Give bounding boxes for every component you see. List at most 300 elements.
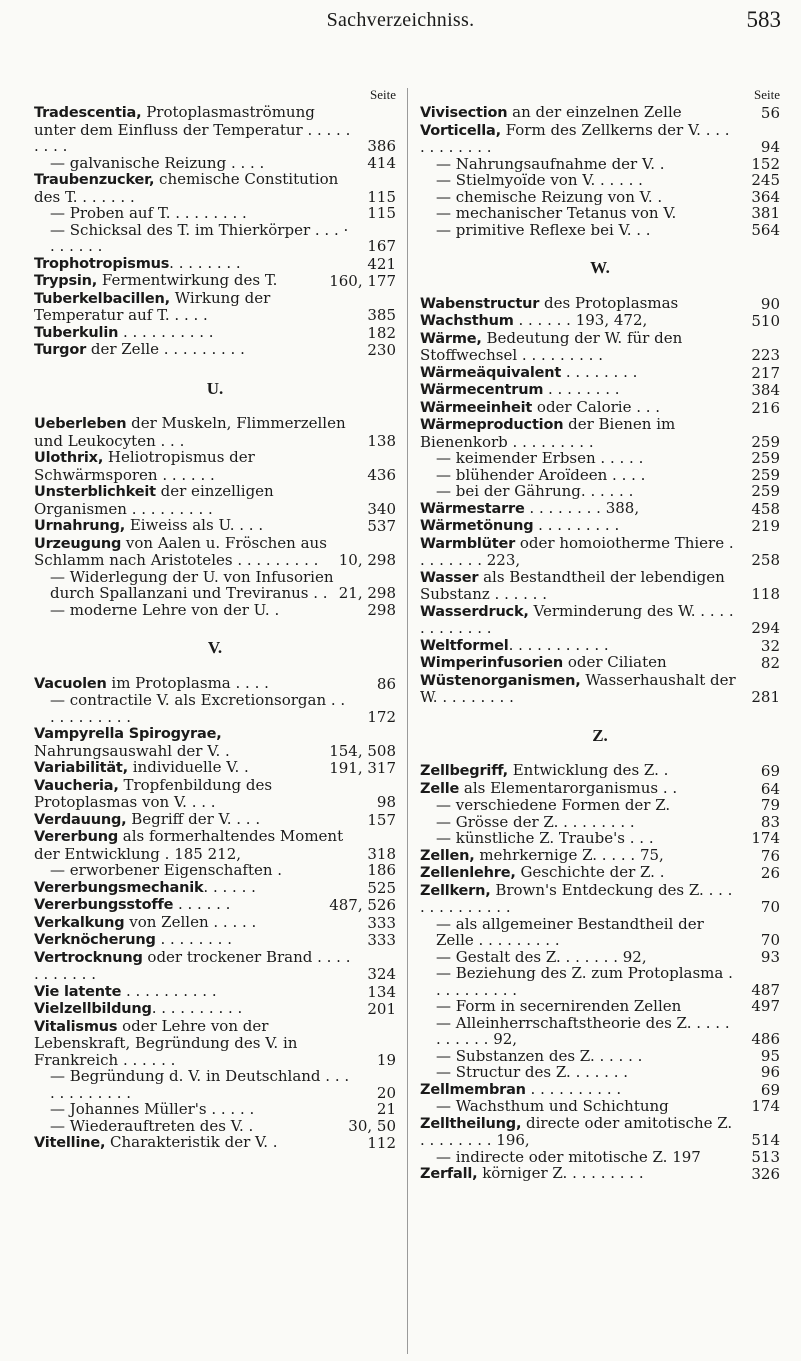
entry-text: — künstliche Z. Traube's . . . xyxy=(436,829,654,847)
entry-keyword: Warmblüter xyxy=(420,535,516,552)
entry-page-ref: 340 xyxy=(367,499,396,518)
index-subentry xyxy=(420,949,780,966)
entry-page-ref: 93 xyxy=(760,947,780,966)
entry-text: mehrkernige Z. . . . . 75, xyxy=(474,845,664,864)
entry-text: — erworbener Eigenschaften . xyxy=(50,861,283,879)
index-entry xyxy=(34,828,396,862)
entry-page-ref: 385 xyxy=(367,306,396,324)
entry-text: Brown's Entdeckung des Z. . . . . . . . . . . . . . xyxy=(420,880,733,916)
index-subentry xyxy=(34,155,396,172)
entry-page-ref: 333 xyxy=(367,931,396,949)
index-entry xyxy=(420,654,780,672)
index-entry xyxy=(420,1081,780,1099)
seite-label: Seite xyxy=(754,87,780,102)
index-subentry xyxy=(34,1118,396,1135)
entry-keyword: Vie latente xyxy=(34,983,122,1000)
entry-text: . . . . . . . . 388, xyxy=(524,498,640,517)
entry-text: — bei der Gährung. . . . . . xyxy=(436,482,634,500)
index-subentry xyxy=(420,916,780,949)
entry-text: oder homoiotherme Thiere . . . . . . . . 223, xyxy=(420,533,734,569)
entry-text: — keimender Erbsen . . . . . xyxy=(436,449,644,467)
index-entry xyxy=(34,104,396,155)
index-entry xyxy=(420,1165,780,1183)
entry-text: Begriff der V. . . . xyxy=(126,809,261,828)
entry-text: — primitive Reflexe bei V. . . xyxy=(436,220,651,239)
index-entry xyxy=(420,1115,780,1149)
entry-page-ref: 69 xyxy=(760,1080,780,1099)
entry-keyword: Vererbungsmechanik xyxy=(34,879,204,896)
entry-page-ref: 115 xyxy=(367,187,396,206)
entry-page-ref: 458 xyxy=(751,499,780,518)
entry-page-ref: 115 xyxy=(367,204,396,222)
entry-keyword: Tuberkulin xyxy=(34,324,119,341)
entry-keyword: Wachsthum xyxy=(420,313,514,329)
entry-text: — verschiedene Formen der Z. xyxy=(436,796,671,814)
index-subentry xyxy=(420,814,780,831)
entry-text: oder Calorie . . . xyxy=(532,397,661,416)
entry-page-ref: 513 xyxy=(751,1147,780,1166)
entry-keyword: Wärmecentrum xyxy=(420,382,544,398)
entry-page-ref: 259 xyxy=(751,465,780,484)
entry-page-ref: 510 xyxy=(751,312,780,330)
entry-keyword: Ulothrix, xyxy=(34,450,104,466)
entry-text: Charakteristik der V. . xyxy=(105,1133,278,1151)
index-column-left xyxy=(34,88,396,1152)
entry-keyword: Vererbung xyxy=(34,829,119,845)
index-entry xyxy=(34,483,396,517)
entry-page-ref: 486 xyxy=(751,1030,780,1048)
entry-text: des Protoplasmas xyxy=(539,293,679,312)
entry-text: — blühender Aroïdeen . . . . xyxy=(436,465,646,484)
entry-text: . . . . . . . . xyxy=(169,253,241,272)
entry-text: oder trockener Brand . . . . . . . . . . . xyxy=(34,947,351,983)
entry-page-ref: 152 xyxy=(751,154,780,173)
entry-text: Fermentwirkung des T. xyxy=(97,271,278,289)
entry-page-ref: 525 xyxy=(367,878,396,897)
entry-text: Tropfenbildung des Protoplasmas von V. . . . xyxy=(34,775,273,811)
index-entry xyxy=(420,882,780,916)
entry-page-ref: 191, 317 xyxy=(329,759,396,777)
entry-page-ref: 83 xyxy=(760,812,780,831)
index-subentry xyxy=(420,1149,780,1166)
entry-page-ref: 487, 526 xyxy=(329,896,396,914)
entry-text: . . . . . . . . . . xyxy=(525,1079,622,1098)
entry-page-ref: 259 xyxy=(751,482,780,500)
index-entry xyxy=(34,1018,396,1069)
entry-text: . . . . . . 193, 472, xyxy=(513,311,648,329)
entry-keyword: Wärme, xyxy=(420,330,482,347)
entry-keyword: Wasser xyxy=(420,569,479,586)
index-subentry xyxy=(34,862,396,879)
entry-page-ref: 21, 298 xyxy=(338,584,396,602)
entry-text: oder Ciliaten xyxy=(563,653,667,671)
index-subentry xyxy=(34,1068,396,1101)
entry-text: Entwicklung des Z. . xyxy=(507,761,669,779)
index-entry xyxy=(420,312,780,330)
entry-page-ref: 564 xyxy=(751,220,780,239)
entry-text: — Beziehung des Z. zum Protoplasma . . . . . . . . . . xyxy=(436,964,733,999)
entry-page-ref: 245 xyxy=(751,171,780,189)
entry-page-ref: 384 xyxy=(751,381,780,399)
entry-page-ref: 324 xyxy=(367,965,396,983)
entry-text: Heliotropismus der Schwärmsporen . . . . . . xyxy=(34,448,255,484)
entry-keyword: Zerfall, xyxy=(420,1166,478,1182)
entry-page-ref: 69 xyxy=(760,762,780,780)
index-entry xyxy=(420,847,780,865)
entry-keyword: Verdauung, xyxy=(34,811,127,828)
entry-page-ref: 259 xyxy=(751,449,780,467)
entry-page-ref: 167 xyxy=(367,237,396,255)
entry-text: — Wachsthum und Schichtung xyxy=(436,1097,669,1115)
index-entry xyxy=(34,171,396,205)
entry-text: — Grösse der Z. . . . . . . . . xyxy=(436,812,635,831)
index-entry xyxy=(34,777,396,811)
entry-keyword: Zellen, xyxy=(420,847,475,864)
entry-page-ref: 95 xyxy=(760,1046,780,1065)
entry-text: — Alleinherrschaftstheorie des Z. . . . . . . . . . . 92, xyxy=(436,1013,730,1048)
entry-text: Form des Zellkerns der V. . . . . . . . . . . . xyxy=(420,120,730,156)
entry-text: — contractile V. als Excretionsorgan . . . . . . . . . . . xyxy=(50,691,346,726)
entry-page-ref: 294 xyxy=(751,619,780,637)
entry-text: Wirkung der Temperatur auf T. . . . . xyxy=(34,288,271,324)
index-subentry xyxy=(34,1101,396,1118)
entry-text: . . . . . . xyxy=(173,895,231,913)
entry-keyword: Wüstenorganismen, xyxy=(420,672,581,689)
entry-text: . . . . . . . . xyxy=(561,362,638,381)
entry-text: der Bienen im Bienenkorb . . . . . . . . . xyxy=(420,415,676,451)
entry-keyword: Zellenlehre, xyxy=(420,865,516,881)
entry-text: als formerhaltendes Moment der Entwicklung . 185 212, xyxy=(34,827,344,863)
index-entry xyxy=(34,983,396,1001)
entry-page-ref: 172 xyxy=(367,707,396,726)
index-entry xyxy=(420,381,780,399)
entry-page-ref: 259 xyxy=(751,432,780,451)
entry-keyword: Vitalismus xyxy=(34,1018,118,1035)
entry-page-ref: 86 xyxy=(376,674,396,693)
entry-text: der Zelle . . . . . . . . . xyxy=(86,340,245,358)
entry-text: — galvanische Reizung . . . . xyxy=(50,153,265,172)
index-entry xyxy=(420,535,780,569)
entry-keyword: Urzeugung xyxy=(34,535,122,552)
entry-keyword: Urnahrung, xyxy=(34,518,126,534)
entry-keyword: Vaucheria, xyxy=(34,777,119,794)
index-entry xyxy=(420,603,780,637)
index-entry xyxy=(34,949,396,983)
entry-keyword: Vivisection xyxy=(420,105,508,121)
entry-text: . . . . . . . . . . . xyxy=(508,635,609,654)
index-subentry xyxy=(420,1048,780,1065)
entry-text: . . . . . . . . . . xyxy=(121,981,217,1000)
entry-keyword: Trypsin, xyxy=(34,273,98,289)
index-subentry xyxy=(420,1064,780,1081)
entry-text: — Nahrungsaufnahme der V. . xyxy=(436,154,665,173)
entry-text: — Form in secernirenden Zellen xyxy=(436,997,682,1015)
entry-text: . . . . . . . . xyxy=(543,380,620,398)
entry-page-ref: 537 xyxy=(367,517,396,535)
entry-keyword: Vacuolen xyxy=(34,675,107,692)
entry-page-ref: 160, 177 xyxy=(329,272,396,290)
entry-page-ref: 223 xyxy=(751,346,780,364)
entry-text: Verminderung des W. . . . . . . . . . . . . xyxy=(420,601,734,637)
entry-page-ref: 326 xyxy=(751,1165,780,1183)
index-entry xyxy=(34,896,396,914)
entry-text: an der einzelnen Zelle xyxy=(507,103,682,121)
index-entry xyxy=(420,104,780,122)
entry-page-ref: 10, 298 xyxy=(338,551,396,569)
index-entry xyxy=(34,931,396,949)
entry-text: als Bestandtheil der lebendigen Substanz . . . . . . xyxy=(420,567,725,603)
entry-keyword: Wabenstructur xyxy=(420,295,540,312)
index-entry xyxy=(420,780,780,798)
entry-keyword: Wasserdruck, xyxy=(420,603,529,620)
index-entry xyxy=(420,122,780,156)
index-subentry xyxy=(34,692,396,725)
index-subentry xyxy=(420,467,780,484)
entry-text: — Gestalt des Z. . . . . . . 92, xyxy=(436,947,647,966)
entry-page-ref: 64 xyxy=(760,779,780,798)
entry-keyword: Wärmeeinheit xyxy=(420,399,533,416)
entry-page-ref: 281 xyxy=(751,688,780,706)
index-subentry xyxy=(420,483,780,500)
page-number: 583 xyxy=(746,7,781,32)
entry-text: von Aalen u. Fröschen aus Schlamm nach Aristoteles . . . . . . . . . xyxy=(34,533,327,569)
entry-page-ref: 30, 50 xyxy=(348,1116,396,1135)
index-entry xyxy=(34,879,396,897)
entry-text: . . . . . . . . . . xyxy=(118,322,214,341)
entry-text: als Elementarorganismus . . xyxy=(459,778,678,797)
entry-page-ref: 157 xyxy=(367,810,396,829)
entry-page-ref: 421 xyxy=(367,254,396,273)
index-entry xyxy=(34,675,396,693)
index-subentry xyxy=(34,205,396,222)
section-letter: W. xyxy=(590,258,610,277)
index-subentry xyxy=(420,1015,780,1048)
index-entry xyxy=(34,535,396,569)
index-subentry xyxy=(34,602,396,619)
entry-text: — Widerlegung der U. von Infusorien durch Spallanzani und Treviranus . . xyxy=(50,567,334,602)
index-subentry xyxy=(420,172,780,189)
entry-keyword: Verknöcherung xyxy=(34,932,156,948)
entry-page-ref: 20 xyxy=(376,1083,396,1102)
entry-page-ref: 118 xyxy=(751,585,780,603)
entry-keyword: Verkalkung xyxy=(34,914,125,931)
entry-page-ref: 333 xyxy=(367,913,396,932)
entry-text: der Muskeln, Flimmerzellen und Leukocyten . . . xyxy=(34,414,346,450)
index-column-right xyxy=(420,88,780,1183)
entry-page-ref: 436 xyxy=(367,465,396,484)
entry-text: Eiweiss als U. . . . xyxy=(125,516,264,534)
entry-text: Bedeutung der W. für den Stoffwechsel . . . . . . . . . xyxy=(420,328,683,364)
index-entry xyxy=(420,637,780,655)
index-entry xyxy=(420,416,780,450)
entry-page-ref: 219 xyxy=(751,517,780,535)
index-entry xyxy=(34,415,396,449)
entry-text: von Zellen . . . . . xyxy=(124,912,257,931)
entry-keyword: Unsterblichkeit xyxy=(34,484,156,500)
entry-keyword: Zellbegriff, xyxy=(420,763,508,779)
entry-page-ref: 174 xyxy=(751,1097,780,1115)
entry-page-ref: 216 xyxy=(751,398,780,417)
entry-keyword: Wimperinfusorien xyxy=(420,655,564,671)
entry-page-ref: 112 xyxy=(367,1134,396,1152)
index-entry xyxy=(34,324,396,342)
entry-page-ref: 414 xyxy=(367,153,396,172)
index-subentry xyxy=(420,205,780,222)
index-entry xyxy=(420,517,780,535)
entry-page-ref: 138 xyxy=(367,431,396,450)
entry-text: Geschichte der Z. . xyxy=(515,863,665,881)
index-subentry xyxy=(34,569,396,602)
entry-keyword: Zelltheilung, xyxy=(420,1115,522,1132)
entry-text: — Wiederauftreten des V. . xyxy=(50,1116,254,1135)
index-entry xyxy=(420,364,780,382)
index-entry xyxy=(34,914,396,932)
entry-page-ref: 182 xyxy=(367,323,396,342)
entry-page-ref: 364 xyxy=(751,187,780,206)
entry-text: — chemische Reizung von V. . xyxy=(436,187,663,206)
index-subentry xyxy=(34,222,396,255)
entry-text: . . . . . . . . . xyxy=(533,516,620,534)
index-subentry xyxy=(420,189,780,206)
entry-text: körniger Z. . . . . . . . . xyxy=(477,1164,644,1182)
index-entry xyxy=(420,500,780,518)
entry-page-ref: 298 xyxy=(367,600,396,619)
entry-keyword: Vorticella, xyxy=(420,122,501,139)
entry-text: chemische Constitution des T. . . . . . . xyxy=(34,170,339,206)
index-entry xyxy=(34,449,396,483)
index-subentry xyxy=(420,450,780,467)
index-subentry xyxy=(420,1098,780,1115)
entry-page-ref: 98 xyxy=(376,793,396,811)
entry-page-ref: 186 xyxy=(367,861,396,879)
entry-page-ref: 82 xyxy=(760,654,780,672)
entry-text: — Proben auf T. . . . . . . . . xyxy=(50,204,247,222)
entry-page-ref: 90 xyxy=(760,294,780,313)
entry-keyword: Tuberkelbacillen, xyxy=(34,290,170,307)
entry-page-ref: 514 xyxy=(751,1131,780,1149)
entry-text: der einzelligen Organismen . . . . . . . . . xyxy=(34,482,274,518)
entry-keyword: Vererbungsstoffe xyxy=(34,897,174,913)
index-entry xyxy=(34,272,396,290)
index-subentry xyxy=(420,965,780,998)
index-entry xyxy=(34,811,396,829)
entry-keyword: Traubenzucker, xyxy=(34,172,155,188)
entry-text: Protoplasmaströmung unter dem Einfluss der Temperatur . . . . . . . . . xyxy=(34,103,351,155)
index-entry xyxy=(34,341,396,359)
index-entry xyxy=(34,290,396,324)
index-entry xyxy=(420,762,780,780)
entry-page-ref: 26 xyxy=(760,864,780,882)
entry-text: — moderne Lehre von der U. . xyxy=(50,600,280,619)
entry-text: — Stielmyoïde von V. . . . . . xyxy=(436,171,643,189)
entry-page-ref: 174 xyxy=(751,829,780,847)
entry-text: Wasserhaushalt der W. . . . . . . . . xyxy=(420,670,736,706)
entry-keyword: Vielzellbildung xyxy=(34,1001,152,1017)
index-subentry xyxy=(420,222,780,239)
entry-page-ref: 154, 508 xyxy=(329,741,396,760)
entry-page-ref: 70 xyxy=(760,931,780,949)
section-letter: Z. xyxy=(592,725,608,745)
entry-keyword: Variabilität, xyxy=(34,760,128,776)
entry-keyword: Zellkern, xyxy=(420,882,491,899)
entry-text: individuelle V. . xyxy=(127,758,249,776)
entry-page-ref: 96 xyxy=(760,1063,780,1081)
entry-page-ref: 217 xyxy=(751,363,780,382)
entry-keyword: Wärmetönung xyxy=(420,518,534,534)
index-entry xyxy=(420,864,780,882)
entry-page-ref: 318 xyxy=(367,844,396,863)
section-letter: U. xyxy=(206,378,224,398)
entry-keyword: Wärmeäquivalent xyxy=(420,364,562,381)
entry-page-ref: 134 xyxy=(367,982,396,1001)
entry-keyword: Turgor xyxy=(34,342,87,358)
entry-page-ref: 56 xyxy=(760,104,780,122)
entry-text: — indirecte oder mitotische Z. 197 xyxy=(436,1147,701,1166)
entry-text: Nahrungsauswahl der V. . xyxy=(34,741,230,760)
index-entry xyxy=(420,569,780,603)
entry-text: — Begründung d. V. in Deutschland . . . . . . . . . . . . xyxy=(50,1067,350,1102)
index-subentry xyxy=(420,998,780,1015)
entry-page-ref: 381 xyxy=(751,204,780,222)
entry-text: directe oder amitotische Z. . . . . . . . . 196, xyxy=(420,1113,733,1149)
entry-keyword: Vertrocknung xyxy=(34,949,143,966)
entry-keyword: Vitelline, xyxy=(34,1135,106,1151)
entry-keyword: Wärmestarre xyxy=(420,500,525,517)
entry-keyword: Ueberleben xyxy=(34,416,127,432)
entry-text: oder Lehre von der Lebenskraft, Begründung des V. in Frankreich . . . . . . xyxy=(34,1016,298,1069)
page-header xyxy=(0,5,801,35)
entry-text: — Substanzen des Z. . . . . . xyxy=(436,1046,643,1065)
index-entry xyxy=(420,295,780,313)
entry-keyword: Vampyrella Spirogyrae, xyxy=(34,726,222,742)
entry-keyword: Trophotropismus xyxy=(34,255,170,272)
entry-page-ref: 94 xyxy=(760,138,780,156)
entry-page-ref: 70 xyxy=(760,898,780,916)
index-entry xyxy=(34,1134,396,1152)
index-entry xyxy=(34,725,396,759)
entry-page-ref: 386 xyxy=(367,137,396,155)
entry-page-ref: 32 xyxy=(760,636,780,655)
column-divider xyxy=(407,88,408,1354)
entry-text: . . . . . . xyxy=(203,877,256,896)
index-entry xyxy=(420,330,780,364)
seite-label: Seite xyxy=(370,87,396,102)
entry-keyword: Zelle xyxy=(420,780,460,797)
running-title: Sachverzeichniss. xyxy=(326,9,475,31)
entry-keyword: Zellmembran xyxy=(420,1081,526,1098)
index-entry xyxy=(420,399,780,417)
index-entry xyxy=(34,517,396,535)
entry-page-ref: 201 xyxy=(367,1000,396,1018)
entry-page-ref: 79 xyxy=(760,796,780,814)
index-subentry xyxy=(420,797,780,814)
index-entry xyxy=(34,759,396,777)
entry-page-ref: 258 xyxy=(751,551,780,569)
entry-text: — als allgemeiner Bestandtheil der Zelle . . . . . . . . . xyxy=(436,914,704,949)
section-letter: V. xyxy=(207,638,223,657)
entry-page-ref: 19 xyxy=(376,1050,396,1069)
entry-text: . . . . . . . . xyxy=(155,930,232,948)
index-subentry xyxy=(420,156,780,173)
index-entry xyxy=(34,255,396,273)
index-subentry xyxy=(420,830,780,847)
entry-keyword: Tradescentia, xyxy=(34,105,142,121)
entry-text: — mechanischer Tetanus von V. xyxy=(436,204,677,222)
index-entry xyxy=(34,1000,396,1018)
entry-text: — Johannes Müller's . . . . . xyxy=(50,1100,255,1118)
entry-page-ref: 487 xyxy=(751,980,780,999)
entry-text: — Schicksal des T. im Thierkörper . . . · . . . . . . xyxy=(50,220,349,255)
